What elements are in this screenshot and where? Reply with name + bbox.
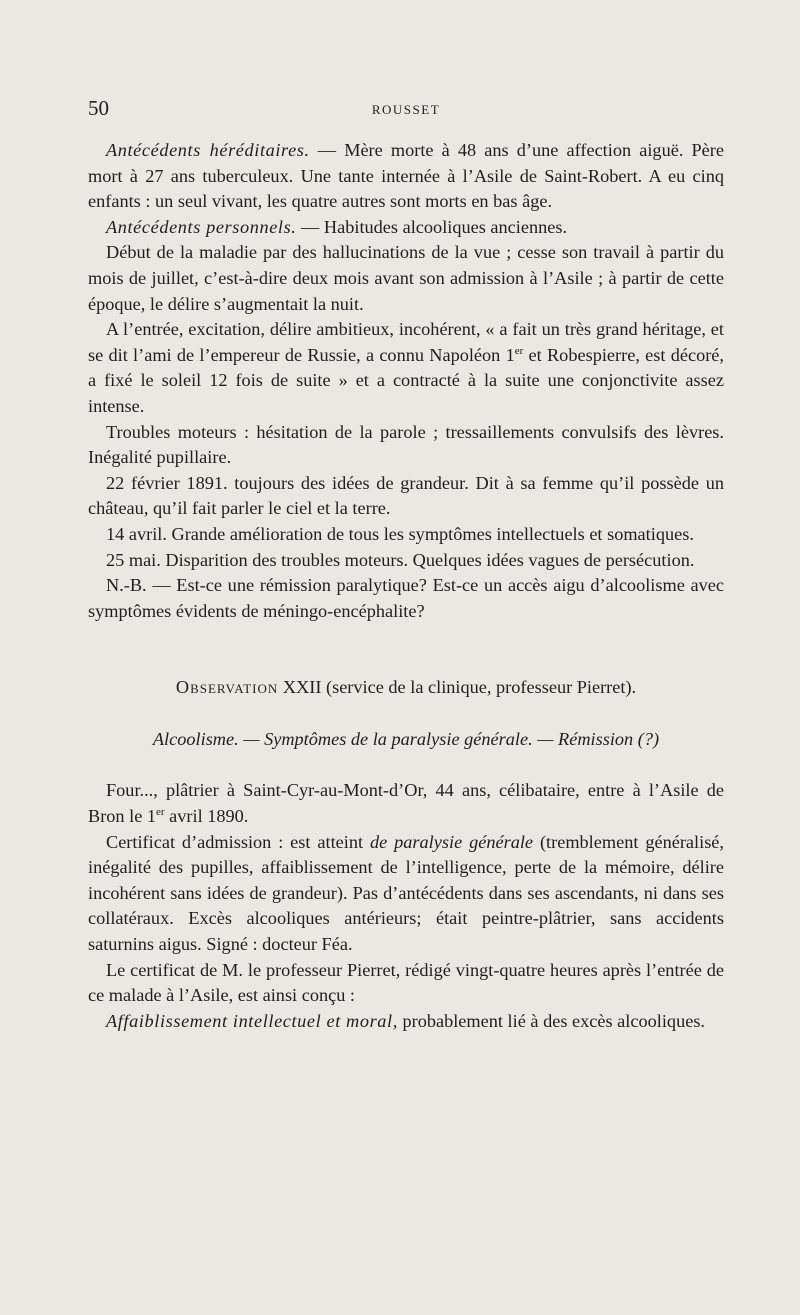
motor-troubles-paragraph: Troubles moteurs : hésitation de la parole ; tressaillements convulsifs des lèvres. Inégalité pupillaire. <box>88 421 724 468</box>
observation-title-text: XXII (service de la clinique, professeur Pierret). <box>278 677 637 698</box>
superscript: er <box>514 344 524 357</box>
superscript: er <box>156 805 165 818</box>
entry-22-february-paragraph: 22 février 1891. toujours des idées de grandeur. Dit à sa femme qu’il possède un château, qu’il fait parler le ciel et la terre. <box>88 472 724 519</box>
page-header <box>88 96 724 124</box>
paragraph-text: Four..., plâtrier à Saint-Cyr-au-Mont-d’Or, 44 ans, célibataire, entre à l’Asile de Bron le 1 <box>88 780 724 827</box>
conclusion-paragraph <box>88 1009 724 1035</box>
observation-label: Observation <box>175 677 279 698</box>
hereditary-antecedents-paragraph <box>88 138 724 215</box>
paragraph-text: — Habitudes alcooliques anciennes. <box>296 216 568 237</box>
page-number: 50 <box>88 96 109 120</box>
nota-bene-paragraph: N.-B. — Est-ce une rémission paralytique? Est-ce un accès aigu d’alcoolisme avec symptômes évidents de méningo-encéphalite? <box>88 575 724 621</box>
observation-subtitle: Alcoolisme. — Symptômes de la paralysie générale. — Rémission (?) <box>152 728 660 749</box>
admission-certificate-paragraph <box>88 830 724 958</box>
paragraph-text: avril 1890. <box>164 806 249 827</box>
observation-title <box>88 675 724 701</box>
patient-intro-paragraph <box>88 778 724 829</box>
running-head: ROUSSET <box>371 102 441 117</box>
paragraph-text: probablement lié à des excès alcooliques. <box>397 1010 706 1031</box>
paragraph-text: A l’entrée, excitation, délire ambitieux, incohérent, « a fait un très grand héritage, et se dit l’ami de l’empereur de Russie, a connu Napoléon 1 <box>88 319 724 365</box>
entry-25-may-paragraph: 25 mai. Disparition des troubles moteurs. Quelques idées vagues de persécution. <box>106 549 695 570</box>
disease-onset-paragraph: Début de la maladie par des hallucinations de la vue ; cesse son travail à partir du mois de juillet, c’est-à-dire deux mois avant son admission à l’Asile ; à partir de cette époque, le délire s’augmentait la nuit. <box>88 242 724 314</box>
paragraph-label: Antécédents héréditaires. <box>106 140 310 160</box>
paragraph-text: (tremblement généralisé, inégalité des pupilles, affaiblissement de l’intelligence, perte de la mémoire, délire incohérent sans idées de grandeur). Pas d’antécédents dans ses ascendants, ni dans ses collatéraux. Excès alcooliques antérieurs; était peintre-plâtrier, sans accidents saturnins aigus. Signé : docteur Féa. <box>88 831 724 955</box>
entry-14-april-paragraph: 14 avril. Grande amélioration de tous les symptômes intellectuels et somatiques. <box>106 523 694 544</box>
paragraph-text: Certificat d’admission : est atteint <box>106 831 370 852</box>
paragraph-text: et Robespierre, est décoré, a fixé le soleil 12 fois de suite » et a contracté à la suite une conjonctivite assez intense. <box>88 344 724 416</box>
italic-diagnosis: de paralysie générale <box>369 831 534 852</box>
paragraph-text: — Mère morte à 48 ans d’une affection aiguë. Père mort à 27 ans tuberculeux. Une tante internée à l’Asile de Saint-Robert. A eu cinq enfants : un seul vivant, les quatre autres sont morts en bas âge. <box>88 140 724 212</box>
italic-diagnosis: Affaiblissement intellectuel et moral, <box>106 1010 398 1031</box>
paragraph-label: Antécédents personnels. <box>106 216 297 237</box>
page-body <box>88 138 724 1034</box>
personal-antecedents-paragraph <box>88 215 724 241</box>
admission-state-paragraph <box>88 317 724 419</box>
pierret-certificate-paragraph: Le certificat de M. le professeur Pierret, rédigé vingt-quatre heures après l’entrée de ce malade à l’Asile, est ainsi conçu : <box>88 959 724 1006</box>
